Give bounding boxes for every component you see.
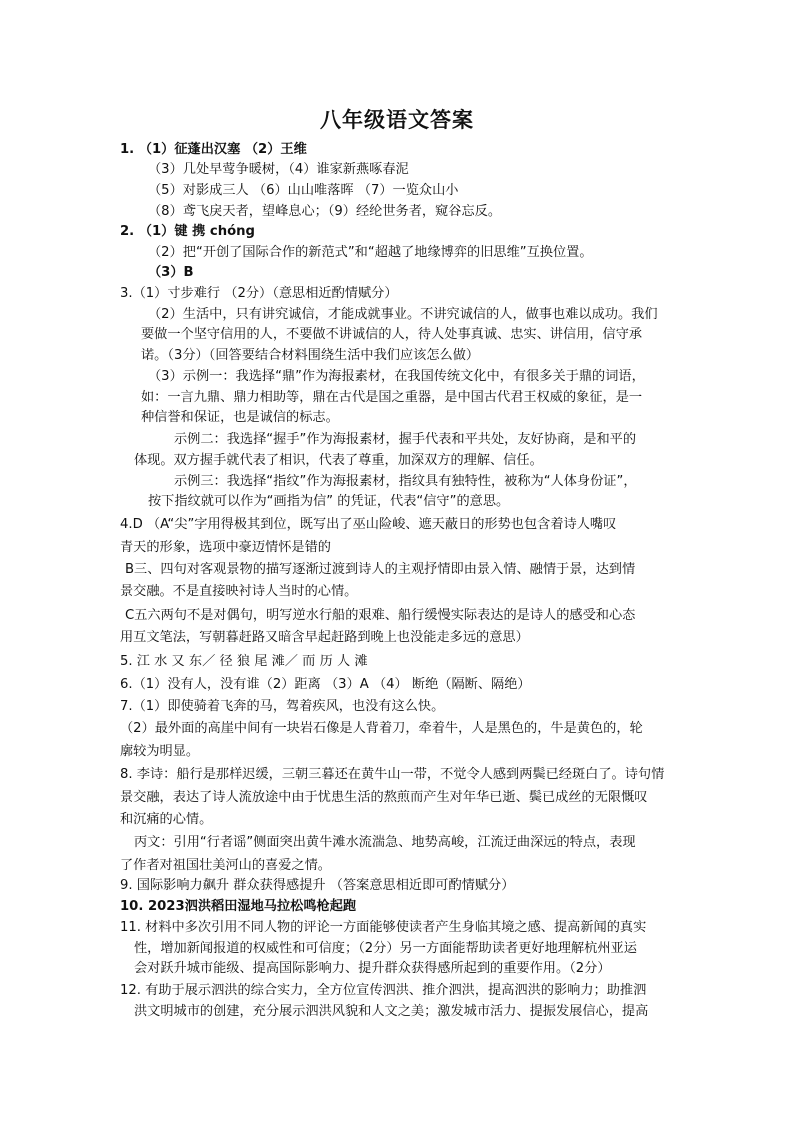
answer-line: 体现。双方握手就代表了相识，代表了尊重，加深双方的理解、信任。 — [134, 453, 543, 468]
answer-line: 示例二：我选择“握手”作为海报素材，握手代表和平共处，友好协商，是和平的 — [174, 432, 637, 447]
page-title: 八年级语文答案 — [320, 107, 474, 132]
answer-line: 9. 国际影响力飙升 群众获得感提升 （答案意思相近即可酌情赋分） — [120, 878, 515, 893]
answer-line: 5. 江 水 又 东／ 径 狼 尾 滩／ 而 历 人 滩 — [120, 654, 368, 669]
answer-line: （5）对影成三人 （6）山山唯落晖 （7）一览众山小 — [148, 183, 459, 198]
answer-line: 会对跃升城市能级、提高国际影响力、提升群众获得感所起到的重要作用。（2分） — [134, 961, 611, 976]
answer-line: 4.D （A“尖”字用得极其到位，既写出了巫山险峻、遮天蔽日的形势也包含着诗人嘴叹 — [120, 517, 617, 532]
answer-line: 6.（1）没有人，没有谁（2）距离 （3）A （4） 断绝（隔断、隔绝） — [120, 677, 531, 692]
answer-line: 10. 2023泗洪稻田湿地马拉松鸣枪起跑 — [120, 899, 357, 914]
answer-line: 廓较为明显。 — [120, 744, 200, 759]
answer-line: 示例三：我选择“指纹”作为海报素材，指纹具有独特性，被称为“人体身份证”， — [174, 474, 637, 489]
answer-line: 2. （1）键 携 chóng — [120, 224, 255, 239]
answer-line: C五六两句不是对偶句，明写逆水行船的艰难、船行缓慢实际表达的是诗人的感受和心态 — [125, 608, 636, 623]
answer-line: 12. 有助于展示泗洪的综合实力，全方位宣传泗洪、推介泗洪，提高泗洪的影响力；助推泗 — [120, 983, 647, 998]
answer-line: 按下指纹就可以作为“画指为信” 的凭证，代表“信守”的意思。 — [148, 494, 510, 509]
answer-line: （3）B — [148, 265, 194, 280]
answer-line: 要做一个坚守信用的人，不要做不讲诚信的人，待人处事真诚、忠实、讲信用，信守承 — [141, 327, 643, 342]
answer-line: 诺。（3分）（回答要结合材料围绕生活中我们应该怎么做） — [141, 348, 480, 363]
answer-line: 用互文笔法，写朝暮赶路又暗含早起赶路到晚上也没能走多远的意思） — [120, 630, 529, 645]
answer-line: 种信誉和保证，也是诚信的标志。 — [141, 410, 339, 425]
answer-line: 3.（1）寸步难行 （2分）（意思相近酌情赋分） — [120, 286, 398, 301]
answer-line: （2）最外面的高崖中间有一块岩石像是人背着刀，牵着牛，人是黑色的，牛是黄色的，轮 — [120, 721, 643, 736]
answer-line: 1. （1）征蓬出汉塞 （2）王维 — [120, 142, 307, 157]
answer-line: 洪文明城市的创建，充分展示泗洪风貌和人文之美；激发城市活力、提振发展信心，提高 — [134, 1004, 649, 1019]
answer-line: （2）把“开创了国际合作的新范式”和“超越了地缘博弈的旧思维”互换位置。 — [148, 245, 593, 260]
answer-line: （3）几处早莺争暖树，（4）谁家新燕啄春泥 — [148, 162, 409, 177]
answer-line: 景交融，表达了诗人流放途中由于忧患生活的熬煎而产生对年华已逝、鬓已成丝的无限慨叹 — [120, 790, 648, 805]
answer-line: （2）生活中，只有讲究诚信，才能成就事业。不讲究诚信的人，做事也难以成功。我们 — [148, 307, 658, 322]
answer-line: 丙文：引用“行者谣”侧面突出黄牛滩水流湍急、地势高峻，江流迂曲深远的特点，表现 — [134, 835, 636, 850]
answer-line: （3）示例一：我选择“鼎”作为海报素材，在我国传统文化中，有很多关于鼎的词语， — [148, 369, 645, 384]
answer-line: 景交融。不是直接映衬诗人当时的心情。 — [120, 584, 358, 599]
answer-line: B三、四句对客观景物的描写逐渐过渡到诗人的主观抒情即由景入情、融情于景，达到情 — [125, 562, 636, 577]
answer-line: 和沉痛的心情。 — [120, 812, 213, 827]
answer-line: 了作者对祖国壮美河山的喜爱之情。 — [120, 858, 331, 873]
answer-line: 青天的形象，选项中豪迈情怀是错的 — [120, 540, 331, 555]
answer-line: 11. 材料中多次引用不同人物的评论一方面能够使读者产生身临其境之感、提高新闻的真实 — [120, 920, 647, 935]
answer-line: 7.（1）即使骑着飞奔的马，驾着疾风，也没有这么快。 — [120, 699, 445, 714]
answer-line: 如：一言九鼎、鼎力相助等，鼎在古代是国之重器，是中国古代君王权威的象征，是一 — [141, 390, 643, 405]
answer-line: 8. 李诗：船行是那样迟缓，三朝三暮还在黄牛山一带，不觉令人感到两鬓已经斑白了。诗句情 — [120, 767, 665, 782]
answer-line: 性，增加新闻报道的权威性和可信度；（2分）另一方面能帮助读者更好地理解杭州亚运 — [134, 941, 637, 956]
answer-line: （8）鸢飞戾天者，望峰息心；（9）经纶世务者，窥谷忘反。 — [148, 204, 502, 219]
